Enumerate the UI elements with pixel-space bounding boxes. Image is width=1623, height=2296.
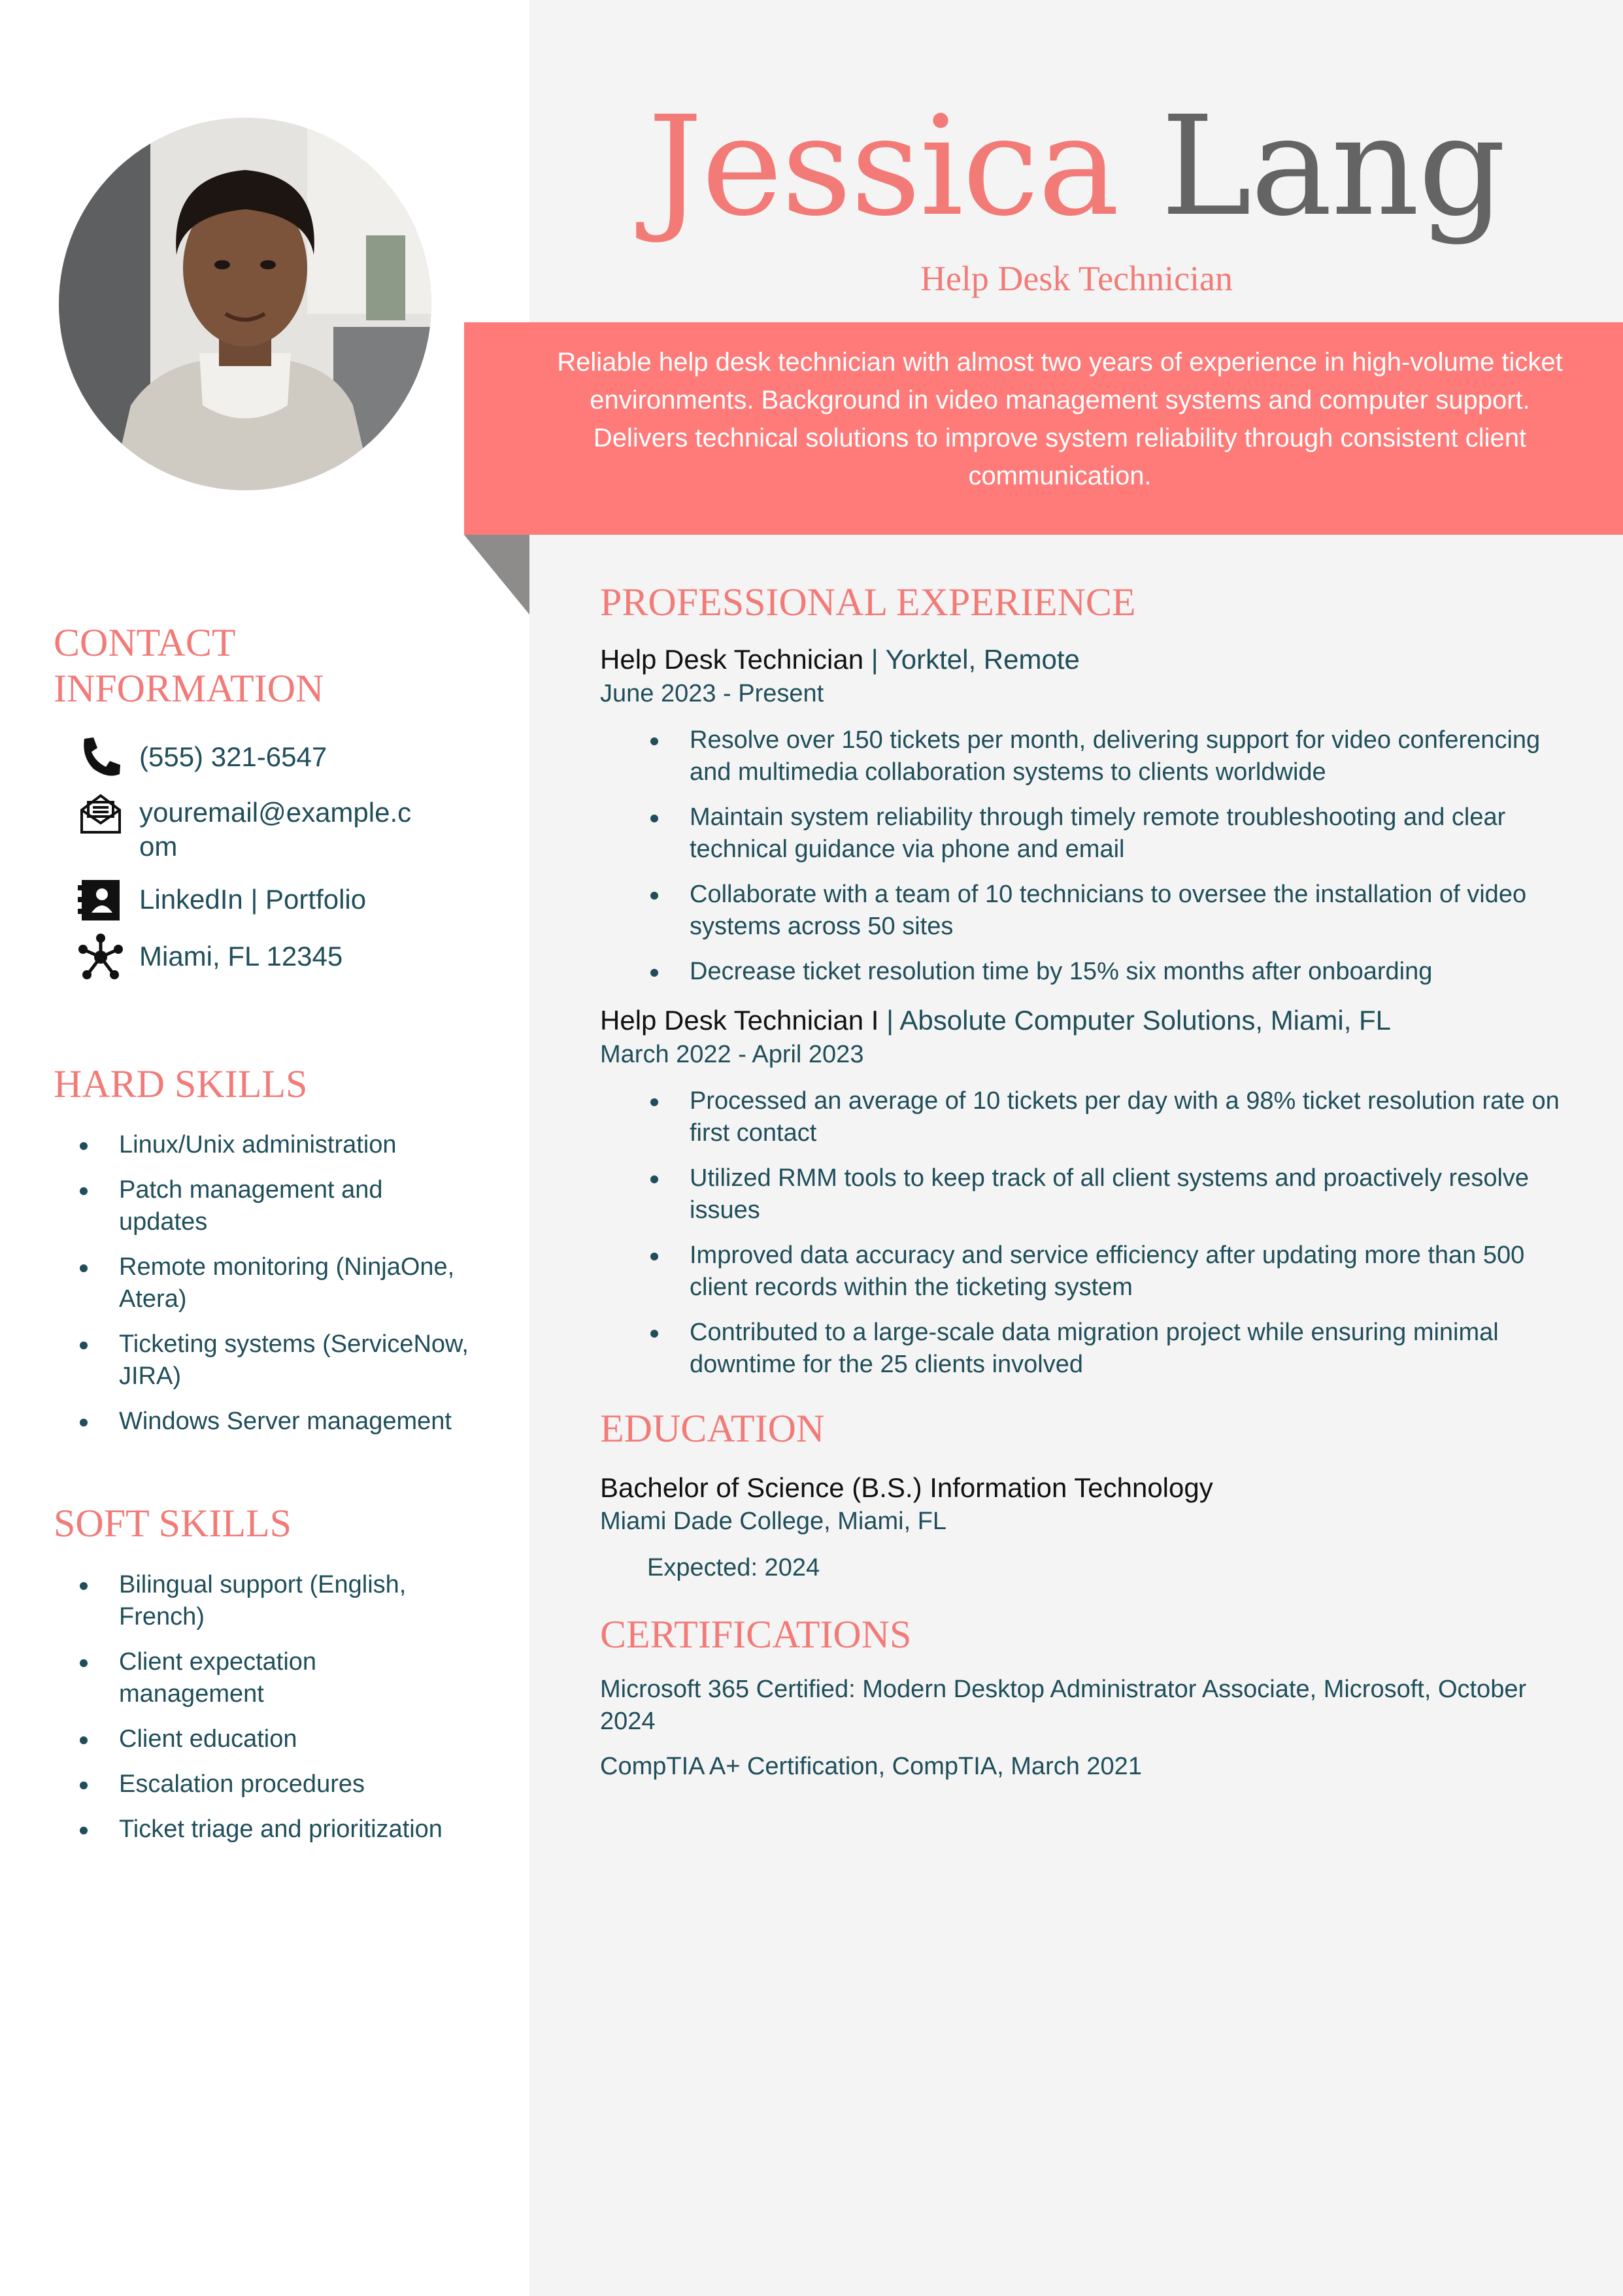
candidate-name	[529, 86, 1623, 246]
network-icon	[75, 932, 126, 983]
job-1-bullets	[644, 724, 1585, 1001]
job-1-header: Help Desk Technician | Yorktel, Remote	[600, 644, 1080, 675]
certifications-heading: CERTIFICATIONS	[600, 1613, 912, 1656]
job-title: Help Desk Technician	[920, 259, 1233, 298]
list-item: Processed an average of 10 tickets per day with a 98% ticket resolution rate on first contact	[644, 1085, 1585, 1149]
list-item: Ticketing systems (ServiceNow, JIRA)	[78, 1328, 485, 1393]
list-item: Maintain system reliability through timely remote troubleshooting and clear technical guidance via phone and email	[644, 802, 1585, 866]
last-name: Lang	[1160, 86, 1505, 246]
summary-band	[464, 322, 1623, 535]
experience-heading: PROFESSIONAL EXPERIENCE	[600, 581, 1136, 624]
summary-text: Reliable help desk technician with almost two years of experience in high-volume ticket environments. Background in video management systems and computer support. Delivers technical solutions to improve system reliability through consistent client communication.	[557, 348, 1563, 490]
certification-item: CompTIA A+ Certification, CompTIA, March 2021	[600, 1753, 1142, 1780]
list-item: Contributed to a large-scale data migration project while ensuring minimal downtime for the 25 clients involved	[644, 1317, 1585, 1381]
job-2-header: Help Desk Technician I | Absolute Computer Solutions, Miami, FL	[600, 1005, 1392, 1036]
list-item: Patch management and updates	[78, 1174, 407, 1238]
list-item: Remote monitoring (NinjaOne, Atera)	[78, 1251, 472, 1315]
list-item: Collaborate with a team of 10 technicians to oversee the installation of video systems across 50 sites	[644, 879, 1585, 943]
ribbon-fold	[464, 535, 529, 615]
job-2-bullets	[644, 1085, 1585, 1394]
list-item: Client expectation management	[78, 1646, 393, 1710]
education-heading: EDUCATION	[600, 1407, 825, 1450]
list-item: Ticket triage and prioritization	[78, 1814, 497, 1846]
hard-skills-heading: HARD SKILLS	[54, 1062, 308, 1106]
school: Miami Dade College, Miami, FL	[600, 1508, 947, 1535]
certification-item: Microsoft 365 Certified: Modern Desktop Administrator Associate, Microsoft, October 2024	[600, 1676, 1527, 1735]
list-item: Decrease ticket resolution time by 15% six months after onboarding	[644, 956, 1585, 988]
list-item: Escalation procedures	[78, 1768, 497, 1800]
links-text[interactable]: LinkedIn | Portfolio	[139, 884, 367, 915]
contact-location: Miami, FL 12345	[75, 932, 343, 983]
contact-links	[75, 875, 366, 926]
list-item: Client education	[78, 1723, 497, 1755]
list-item: Improved data accuracy and service efficiency after updating more than 500 client records within the ticketing system	[644, 1240, 1585, 1304]
email-icon	[75, 788, 126, 839]
profile-photo	[59, 118, 431, 490]
job-2-dates: March 2022 - April 2023	[600, 1041, 864, 1068]
hard-skills-list	[78, 1129, 497, 1451]
soft-skills-heading: SOFT SKILLS	[54, 1502, 292, 1545]
list-item: Utilized RMM tools to keep track of all client systems and proactively resolve issues	[644, 1162, 1585, 1226]
list-item: Linux/Unix administration	[78, 1129, 497, 1161]
list-item: Windows Server management	[78, 1406, 497, 1438]
degree: Bachelor of Science (B.S.) Information Technology	[600, 1472, 1213, 1503]
expected-date: Expected: 2024	[647, 1554, 820, 1581]
job-1-dates: June 2023 - Present	[600, 680, 824, 707]
contact-heading: CONTACT INFORMATION	[54, 621, 324, 710]
phone-icon	[75, 732, 126, 783]
contact-card-icon	[75, 875, 126, 926]
contact-email: youremail@example.c om	[75, 788, 411, 864]
contact-phone: (555) 321-6547	[75, 732, 327, 783]
list-item: Resolve over 150 tickets per month, delivering support for video conferencing and multimedia collaboration systems to clients worldwide	[644, 724, 1585, 788]
soft-skills-list	[78, 1569, 497, 1859]
first-name: Jessica	[647, 86, 1118, 246]
list-item: Bilingual support (English, French)	[78, 1569, 446, 1633]
